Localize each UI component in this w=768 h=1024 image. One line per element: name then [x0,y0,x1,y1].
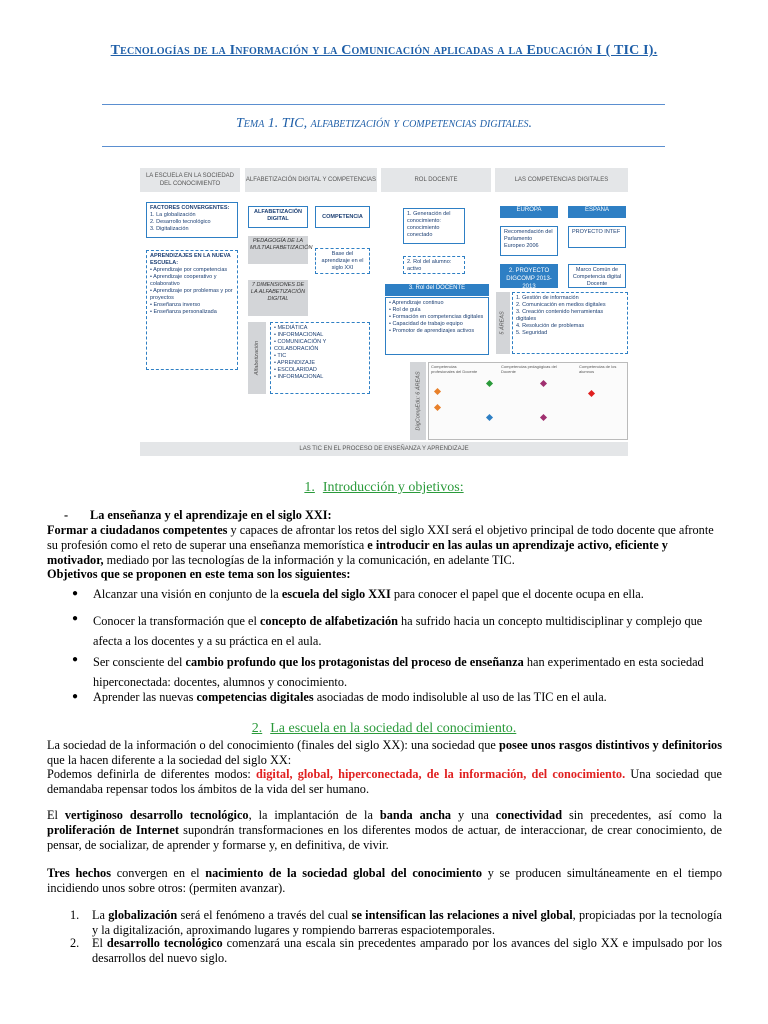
text-bold: cambio profundo que los protagonistas del proceso de enseñanza [185,655,524,669]
section2-number: 2. [251,721,263,736]
rol3-item: • Formación en competencias digitales [389,314,484,320]
escuela-item: • Aprendizaje cooperativo y colaborativo [150,274,217,287]
page-title: Tecnologías de la Información y la Comunicación aplicadas a la Educación I ( TIC I). [110,43,658,58]
factor-item: 1. La globalización [150,212,196,218]
rol3-item: • Aprendizaje continuo [389,300,444,306]
text: supondrán transformaciones en los diferentes modos de actuar, de interaccionar, de crear conocimiento, de pensar, de socializar, de aprender y formarse y, en definitiva, de vivir. [47,823,722,852]
marco-box: Marco Común de Competencia digital Docente [568,264,626,288]
text: Ser consciente del [93,655,186,669]
text: La [92,908,109,922]
section2-paragraph-4 [47,866,722,896]
text-bold: conectividad [495,808,563,822]
objective-item [93,652,723,692]
escuela-item: • Aprendizaje por competencias [150,267,228,273]
text: Aprender las nuevas [93,690,197,704]
escuela-title: APRENDIZAJES EN LA NUEVA ESCUELA: [150,253,231,266]
objetivos-heading: Objetivos que se proponen en este tema son los siguientes: [47,567,351,581]
text: será el fenómeno a través del cual [177,908,352,922]
espana-box: ESPAÑA [568,206,626,218]
text: Una sociedad que demandaba repensar todos los ámbitos de la vida del ser humano. [47,767,722,796]
alfabetizacion-side [248,322,266,394]
text: sin precedentes, así como la [562,808,722,822]
europa-box: EUROPA [500,206,558,218]
rol3-item: • Promotor de aprendizajes activos [389,328,475,334]
section2-title: La escuela en la sociedad del conocimiento. [270,721,517,736]
text-bold: desarrollo tecnológico [106,936,223,950]
diamond-icon [540,380,547,387]
rol2-box: 2. Rol del alumno: activo [403,256,465,274]
text-bold: nacimiento de la sociedad global del conocimiento [205,866,482,880]
dimension-item: • COMUNICACIÓN Y COLABORACIÓN [274,339,327,352]
pedagogia-box: PEDAGOGÍA DE LA MULTIALFABETIZACIÓN [248,236,308,264]
concept-map [0,0,768,470]
digcomp-side [410,362,426,440]
rol3-item: • Capacidad de trabajo equipo [389,321,463,327]
text: Podemos definirla de diferentes modos: [47,767,256,781]
digcomp-head: Competencias de los alumnos [579,364,617,374]
tema-title: Tema 1. TIC, alfabetización y competencias digitales. [235,116,533,131]
objective-item [93,689,723,706]
dimension-item: • TIC [274,353,287,359]
text: Conocer la transformación que el [93,614,260,628]
col-head-rol: ROL DOCENTE [381,168,491,192]
alfabetizacion-side-label: Alfabetización [254,340,260,376]
text: comenzará una escala sin precedentes amparado por los avances del siglo XX e impulsado por los desarrollos del nuevo siglo. [92,936,722,965]
dimension-item: • ESCOLARIDAD [274,367,317,373]
rol3-header: 3. Rol del DOCENTE [385,284,489,296]
text-bold: Formar a ciudadanos competentes [47,523,228,537]
bullet-icon: ● [72,691,79,702]
areas-side-label: 5 ÁREAS [500,311,507,335]
text: que la hacen diferente a la sociedad del siglo XX: [47,753,292,767]
text: La sociedad de la información o del conocimiento (finales del siglo XX): una sociedad que [47,738,500,752]
diamond-icon [434,388,441,395]
area-item: 5. Seguridad [516,330,548,336]
factores-title: FACTORES CONVERGENTES: [150,205,230,211]
rol3-box [385,297,489,355]
text-bold: banda ancha [379,808,452,822]
dimension-item: • INFORMACIONAL [274,332,324,338]
dimensiones-box: 7 DIMENSIONES DE LA ALFABETIZACIÓN DIGITAL [248,280,308,316]
list-number: 2. [70,936,80,950]
bullet-icon: ● [72,654,79,665]
text-bold: proliferación de Internet [47,823,179,837]
text-bold: posee unos rasgos distintivos y definitorios [499,738,722,752]
text-bold: escuela del siglo XXI [281,587,391,601]
list-item [92,936,722,966]
text: ha sufrido hacia un concepto multidisciplinar y complejo que afecta a los docentes y a su práctica en el aula. [93,614,703,648]
dimension-item: • MEDIÁTICA [274,325,308,331]
section2-heading [0,721,768,737]
text: asociadas de modo indisoluble al uso de las TIC en el aula. [313,690,607,704]
col-head-competencias: LAS COMPETENCIAS DIGITALES [495,168,628,192]
diamond-icon [434,404,441,411]
area-item: 4. Resolución de problemas [516,323,585,329]
text: El [92,936,107,950]
text-bold: globalización [108,908,178,922]
text-bold: se intensifican las relaciones a nivel global [351,908,573,922]
col-head-alfabetizacion: ALFABETIZACIÓN DIGITAL Y COMPETENCIAS [245,168,377,192]
factores-box [146,202,238,238]
bullet-icon: ● [72,588,79,599]
areas-box [512,292,628,354]
text-bold: Tres hechos [47,866,111,880]
rol3-item: • Rol de guía [389,307,421,313]
recomendacion-box: Recomendación del Parlamento Europeo 2006 [500,226,558,256]
area-item: 3. Creación contenido herramientas digitales [516,309,604,322]
text: , propiciadas por la tecnología y la digitalización, aproximando lugares y rompiendo barreras espaciotemporales. [92,908,722,937]
list-number: 1. [70,908,80,922]
factor-item: 2. Desarrollo tecnológico [150,219,211,225]
text: han experimentado en esta sociedad hiperconectada: docentes, alumnos y conocimiento. [93,655,704,689]
digcomp-head: Competencias profesionales del Docente [431,364,478,374]
dimension-item: • INFORMACIONAL [274,374,324,380]
text: , la implantación de la [248,808,380,822]
area-item: 1. Gestión de información [516,295,579,301]
text: y una [451,808,496,822]
escuela-box [146,250,238,370]
text-highlight: digital, global, hiperconectada, de la información, del conocimiento. [256,767,626,781]
text: y se producen simultáneamente en el tiempo incidiendo unos sobre otros: (permiten avanzar). [47,866,722,895]
text-bold: competencias digitales [196,690,314,704]
text-bold: e introducir en las aulas un aprendizaje activo, eficiente y motivador, [47,538,668,567]
competencia-box: COMPETENCIA [315,206,370,228]
list-item [92,908,722,938]
dimensiones-list-box [270,322,370,394]
section1-paragraph [47,523,720,568]
text: El [47,808,65,822]
text-bold: concepto de alfabetización [259,614,398,628]
text: mediado por las tecnologías de la información y la comunicación, en adelante TIC. [103,553,515,567]
section1-heading [0,480,768,496]
section2-paragraph-1 [47,738,722,768]
base-box: Base del aprendizaje en el siglo XXI [315,248,370,274]
text: Alcanzar una visión en conjunto de la [93,587,282,601]
digcomp-side-label: DigCompEdu: 6 ÁREAS [415,371,421,431]
text: para conocer el papel que el docente ocupa en ella. [390,587,644,601]
area-item: 2. Comunicación en medios digitales [516,302,606,308]
bottom-bar: LAS TIC EN EL PROCESO DE ENSEÑANZA Y APRENDIZAJE [140,442,628,456]
escuela-item: • Aprendizaje por problemas y por proyectos [150,288,233,301]
digcomp-box: 2. PROYECTO DIGCOMP 2013-2013 [500,264,558,288]
text: y capaces de afrontar los retos del siglo XXI será el objetivo principal de todo docente que afronte su profesión como el reto de superar una enseñanza memorística [47,523,714,552]
alfabetizacion-box: ALFABETIZACIÓN DIGITAL [248,206,308,228]
diamond-icon [486,414,493,421]
areas-side [496,292,510,354]
col-head-escuela: LA ESCUELA EN LA SOCIEDAD DEL CONOCIMIENTO [140,168,240,192]
digcomp-head: Competencias pedagógicas del Docente [501,364,557,374]
intef-box: PROYECTO INTEF [568,226,626,248]
escuela-item: • Enseñanza personalizada [150,309,217,315]
section1-subhead: La enseñanza y el aprendizaje en el siglo XXI: [90,508,332,522]
section2-paragraph-2 [47,767,722,797]
section1-dash: - [64,508,69,522]
diamond-icon [588,390,595,397]
bullet-icon: ● [72,613,79,624]
objective-item [93,586,723,603]
diamond-icon [486,380,493,387]
escuela-item: • Enseñanza inverso [150,302,201,308]
factor-item: 3. Digitalización [150,226,189,232]
dimension-item: • APRENDIZAJE [274,360,316,366]
objective-item [93,611,723,651]
section2-paragraph-3 [47,808,722,853]
rol1-box: 1. Generación del conocimiento: conocimiento conectado [403,208,465,244]
digcompedu-panel [428,362,628,440]
section1-title: Introducción y objetivos: [322,480,464,495]
text: convergen en el [111,866,206,880]
text-bold: vertiginoso desarrollo tecnológico [64,808,249,822]
diamond-icon [540,414,547,421]
section1-number: 1. [304,480,315,495]
